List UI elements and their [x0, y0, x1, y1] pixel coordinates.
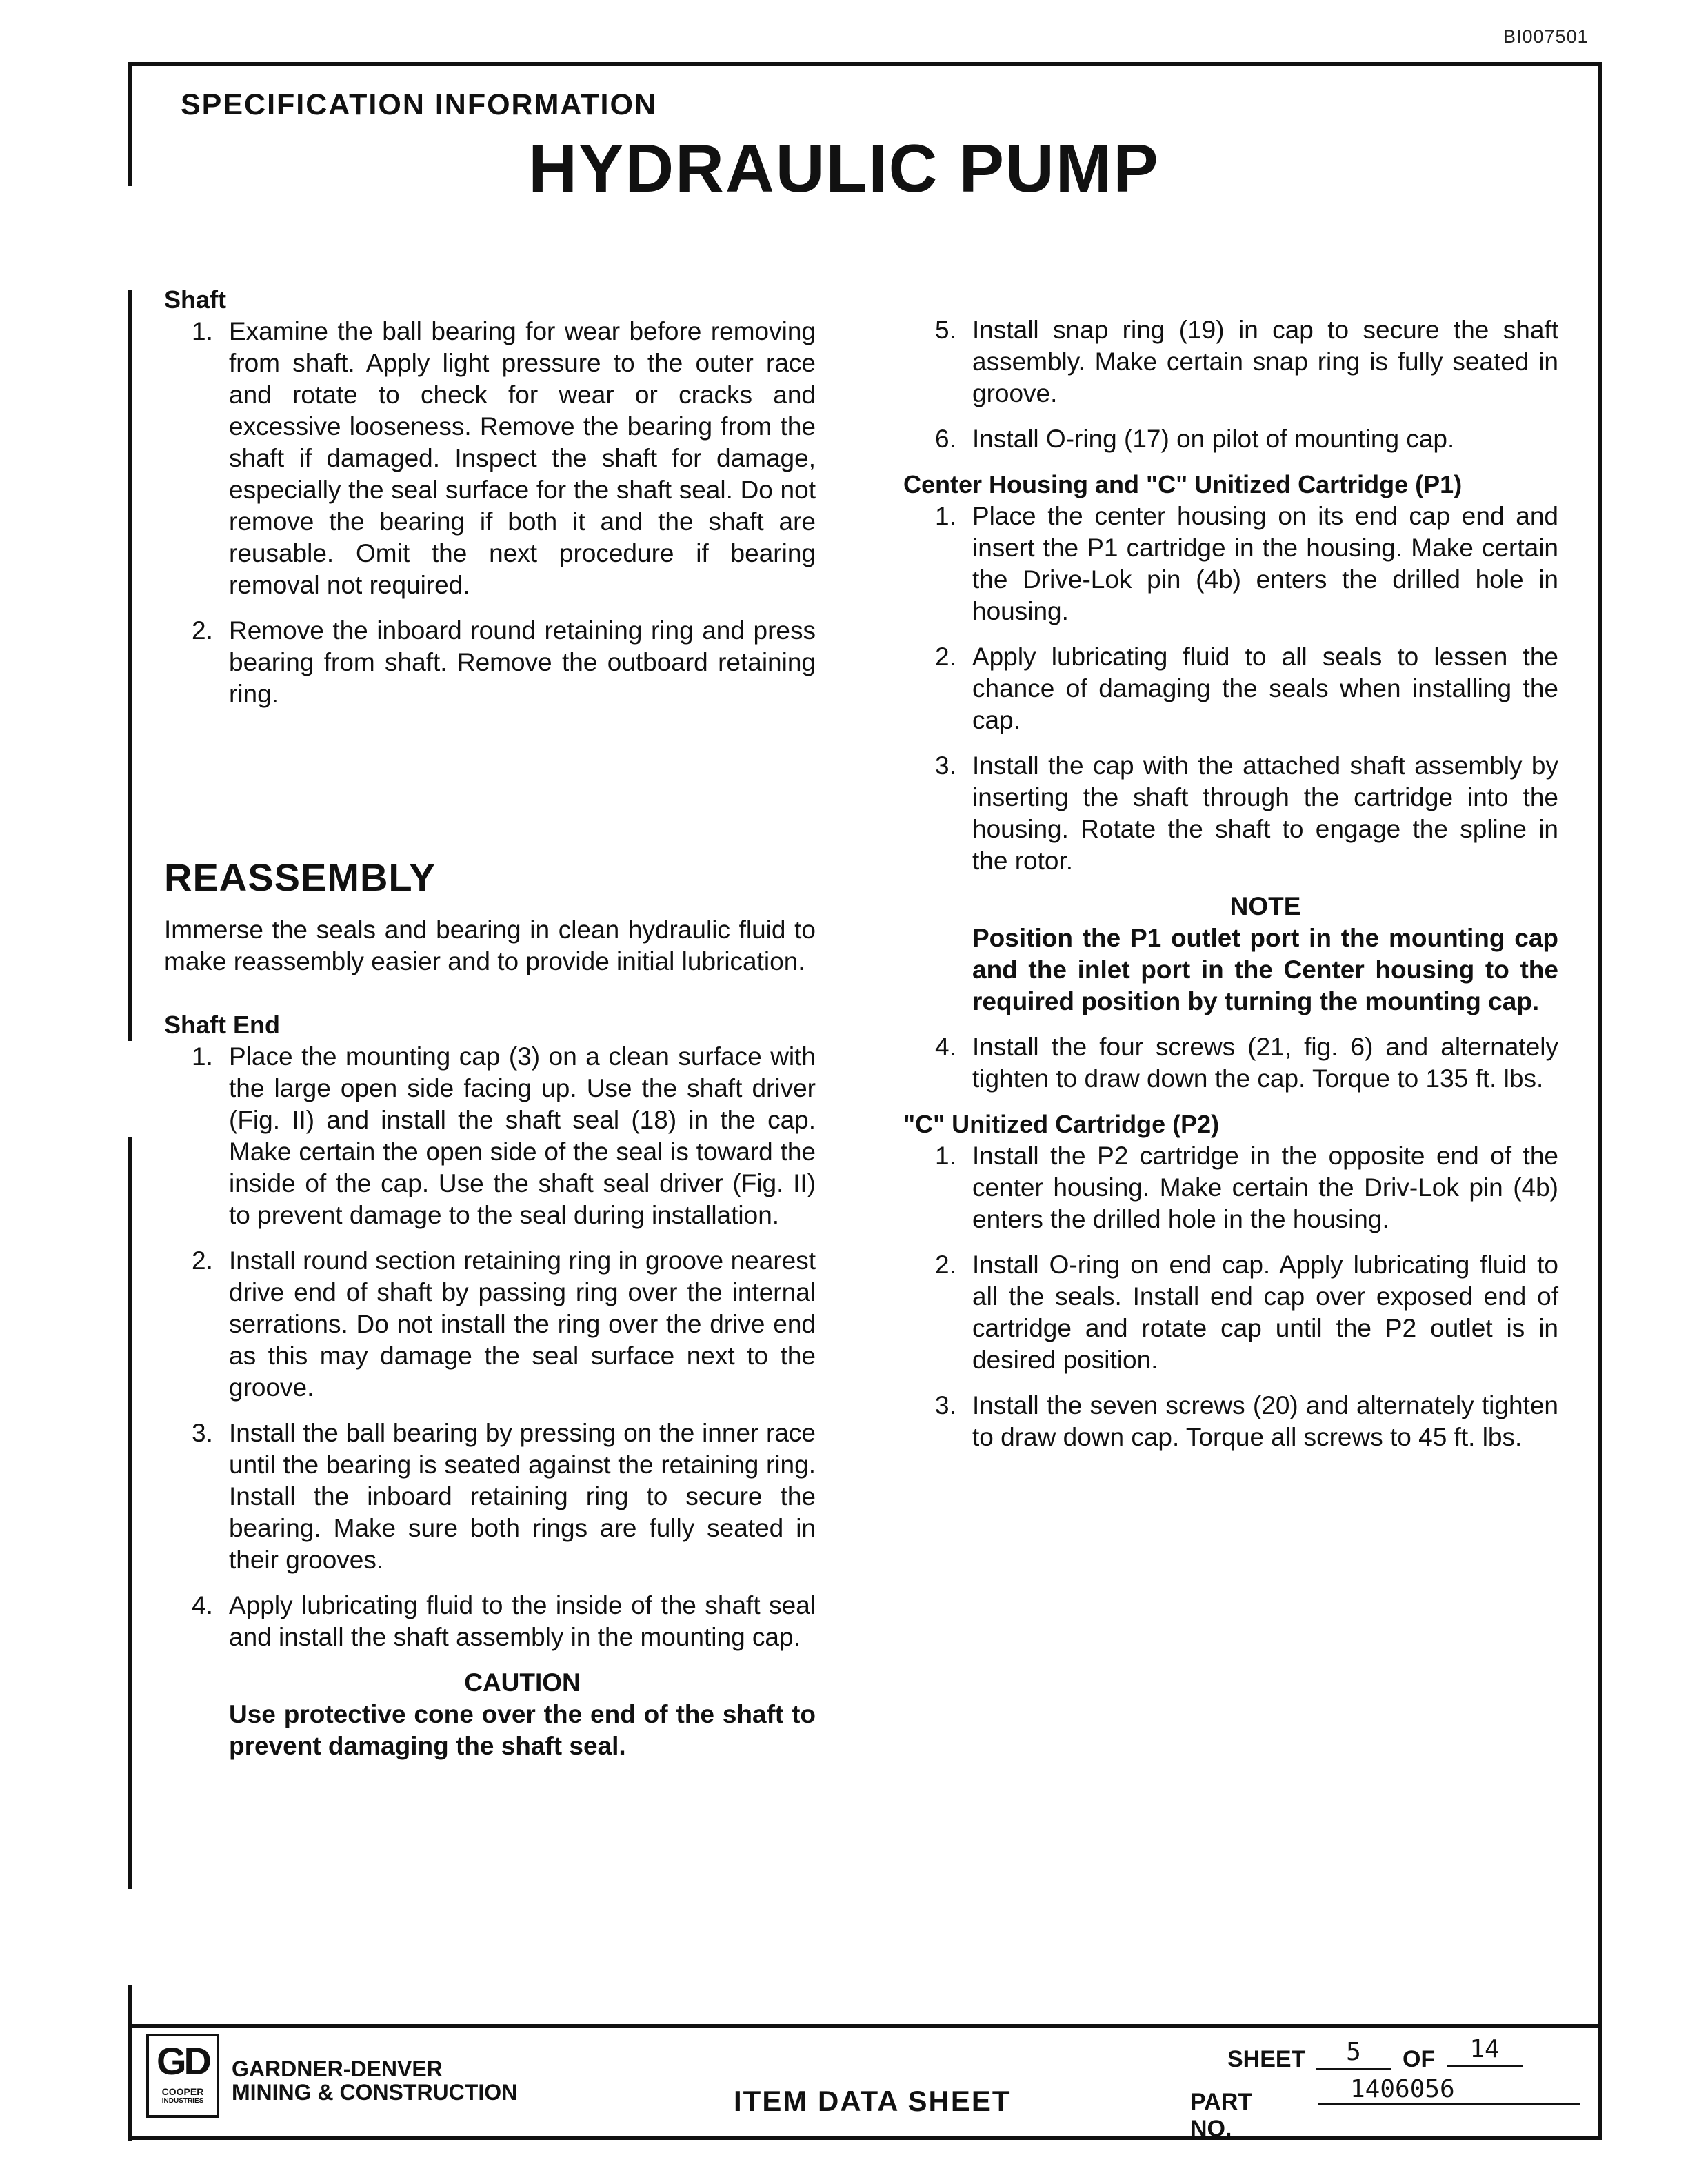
item-number: 2. — [192, 1246, 213, 1275]
list-item — [907, 750, 1558, 877]
frame-left-border — [128, 290, 132, 1041]
item-text: Install the cap with the attached shaft assembly by inserting the shaft through the cartridge into the housing. Rotate the shaft to engage the spline in the rotor. — [972, 751, 1558, 875]
item-number: 2. — [935, 643, 956, 671]
item-text: Apply lubricating fluid to all seals to lessen the chance of damaging the seals when installing the cap. — [972, 643, 1558, 734]
company-logo — [146, 2034, 219, 2118]
caution-heading: CAUTION — [464, 1668, 581, 1697]
list-item — [164, 1590, 816, 1653]
item-data-sheet-label: ITEM DATA SHEET — [734, 2085, 1012, 2117]
item-number: 5. — [935, 316, 956, 344]
list-item — [164, 1245, 816, 1404]
item-text: Install O-ring (17) on pilot of mounting cap. — [972, 425, 1455, 453]
item-text: Install the P2 cartridge in the opposite end of the center housing. Make certain the Driv-Lok pin (4b) enters the drilled hole in the housing. — [972, 1142, 1558, 1233]
company-name-line: MINING & CONSTRUCTION — [232, 2080, 518, 2105]
item-number: 2. — [192, 616, 213, 645]
item-number: 2. — [935, 1251, 956, 1279]
company-name-line: GARDNER-DENVER — [232, 2056, 443, 2081]
p2-heading: "C" Unitized Cartridge (P2) — [903, 1110, 1220, 1138]
logo-mark: GD — [157, 2039, 209, 2083]
item-number: 1. — [192, 1042, 213, 1071]
logo-subtext — [149, 2086, 217, 2105]
page-title: HYDRAULIC PUMP — [528, 130, 1160, 206]
footer-divider — [128, 2024, 1602, 2028]
item-number: 6. — [935, 425, 956, 453]
sheet-label: SHEET — [1227, 2046, 1306, 2072]
p1-heading: Center Housing and "C" Unitized Cartridge (P1) — [903, 470, 1463, 498]
item-number: 3. — [935, 751, 956, 780]
item-number: 4. — [192, 1591, 213, 1619]
item-number: 3. — [935, 1391, 956, 1419]
item-number: 4. — [935, 1033, 956, 1061]
list-item — [907, 1140, 1558, 1235]
frame-left-border — [128, 1985, 132, 2141]
spec-label: SPECIFICATION INFORMATION — [181, 88, 657, 121]
part-label: PART NO. — [1190, 2089, 1253, 2142]
note-text: Position the P1 outlet port in the mounting cap and the inlet port in the Center housing to the required position by turning the mounting cap. — [972, 924, 1558, 1015]
list-item — [164, 615, 816, 710]
item-number: 3. — [192, 1419, 213, 1447]
document-id: BI007501 — [1503, 26, 1589, 47]
list-item — [907, 1390, 1558, 1453]
item-text: Remove the inboard round retaining ring and press bearing from shaft. Remove the outboard retaining ring. — [229, 616, 816, 708]
list-item — [907, 314, 1558, 410]
item-text: Place the mounting cap (3) on a clean surface with the large open side facing up. Use the shaft driver (Fig. II) and install the shaft seal (18) in the cap. Make certain the open side of the seal is toward the inside of the cap. Use the shaft seal driver (Fig. II) to prevent damage to the seal during installation. — [229, 1042, 816, 1229]
list-item — [907, 423, 1558, 455]
item-text: Install the seven screws (20) and alternately tighten to draw down cap. Torque all screws to 45 ft. lbs. — [972, 1391, 1558, 1451]
logo-subtext-line: COOPER — [161, 2086, 204, 2097]
reassembly-heading: REASSEMBLY — [164, 856, 436, 899]
logo-subtext-line: INDUSTRIES — [161, 2097, 204, 2105]
list-item — [164, 1041, 816, 1231]
part-value: 1406056 — [1318, 2079, 1580, 2105]
company-name — [232, 2057, 517, 2104]
shaft-heading: Shaft — [164, 285, 226, 314]
sheet-total: 14 — [1447, 2039, 1523, 2067]
left-column — [164, 284, 816, 1776]
sheet-current: 5 — [1316, 2042, 1391, 2070]
frame-top-border — [128, 62, 1602, 66]
item-number: 1. — [935, 1142, 956, 1170]
item-text: Place the center housing on its end cap end and insert the P1 cartridge in the housing. Make certain the Drive-Lok pin (4b) enters the drilled hole in housing. — [972, 502, 1558, 625]
item-text: Install O-ring on end cap. Apply lubricating fluid to all the seals. Install end cap over exposed end of cartridge and rotate cap until the P2 outlet is in desired position. — [972, 1251, 1558, 1374]
frame-left-border — [128, 1138, 132, 1889]
frame-bottom-border — [128, 2136, 1602, 2140]
caution-text: Use protective cone over the end of the shaft to prevent damaging the shaft seal. — [229, 1700, 816, 1760]
of-label: OF — [1403, 2046, 1436, 2072]
list-item — [164, 1417, 816, 1576]
note-heading: NOTE — [1229, 892, 1301, 920]
item-text: Install the four screws (21, fig. 6) and alternately tighten to draw down the cap. Torque to 135 ft. lbs. — [972, 1033, 1558, 1093]
item-number: 1. — [192, 317, 213, 345]
item-text: Install round section retaining ring in groove nearest drive end of shaft by passing ring over the internal serrations. Do not install the ring over the drive end as this may damage the seal surface next to the groove. — [229, 1246, 816, 1402]
shaft-end-heading: Shaft End — [164, 1011, 280, 1039]
right-column — [903, 314, 1558, 1467]
list-item — [164, 316, 816, 601]
item-text: Apply lubricating fluid to the inside of the shaft seal and install the shaft assembly in the mounting cap. — [229, 1591, 816, 1651]
list-item — [907, 641, 1558, 736]
item-text: Install the ball bearing by pressing on the inner race until the bearing is seated against the retaining ring. Install the inboard retaining ring to secure the bearing. Make sure both rings are fully seated in their grooves. — [229, 1419, 816, 1574]
list-item — [907, 1031, 1558, 1095]
list-item — [907, 501, 1558, 627]
reassembly-intro: Immerse the seals and bearing in clean hydraulic fluid to make reassembly easier and to provide initial lubrication. — [164, 916, 816, 975]
list-item — [907, 1249, 1558, 1376]
item-text: Examine the ball bearing for wear before removing from shaft. Apply light pressure to the outer race and rotate to check for wear or cracks and excessive looseness. Remove the bearing from the shaft if damaged. Inspect the shaft for damage, especially the seal surface for the shaft seal. Do not remove the bearing if both it and the shaft are reusable. Omit the next procedure if bearing removal not required. — [229, 317, 816, 599]
frame-right-border — [1598, 62, 1602, 2140]
item-number: 1. — [935, 502, 956, 530]
item-text: Install snap ring (19) in cap to secure the shaft assembly. Make certain snap ring is fully seated in groove. — [972, 316, 1558, 407]
